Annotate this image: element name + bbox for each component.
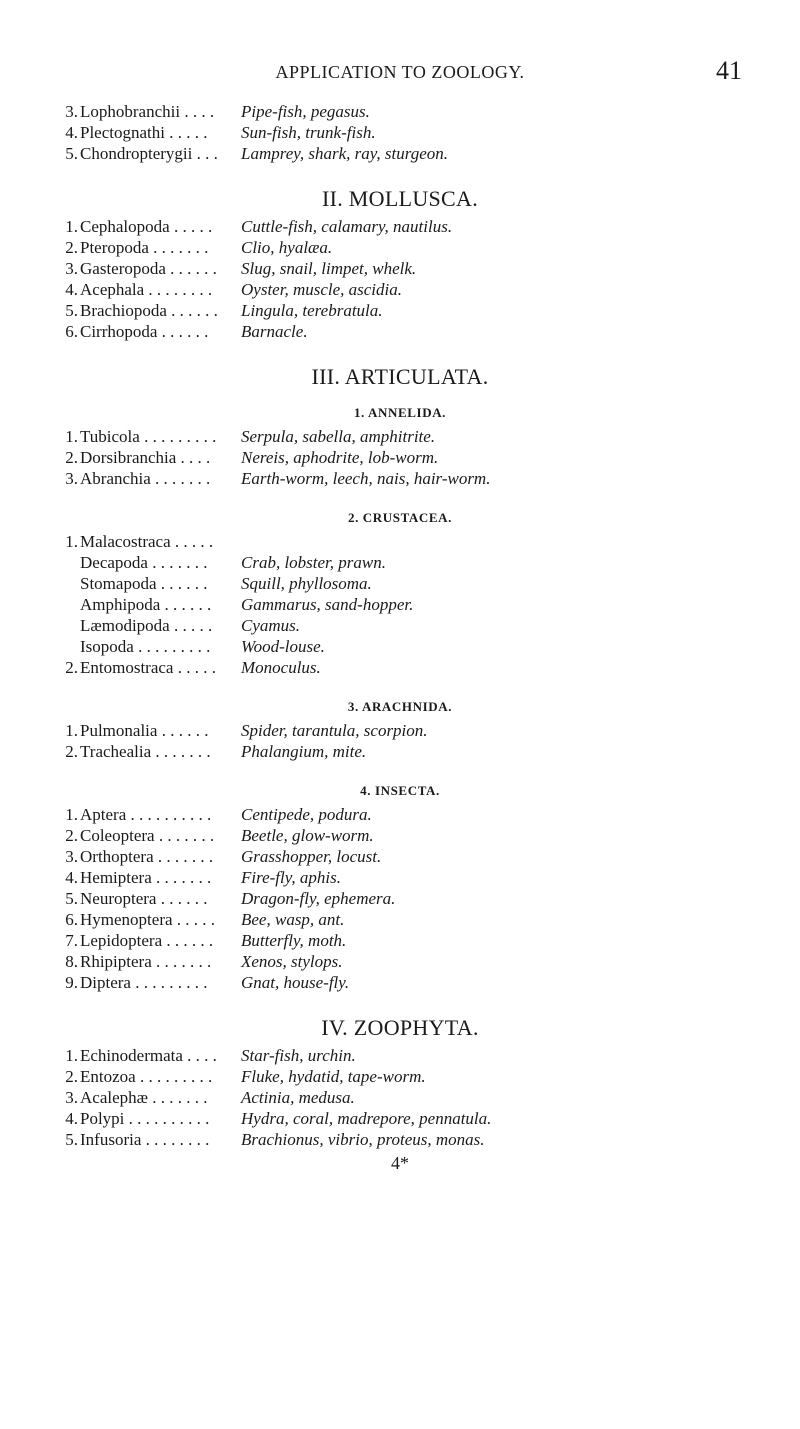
taxon-name: Tubicola . . . . . . . . . bbox=[80, 427, 217, 446]
taxon-examples: Lamprey, shark, ray, sturgeon. bbox=[241, 144, 448, 163]
list-item bbox=[0, 238, 800, 259]
list-item bbox=[0, 301, 800, 322]
list-item bbox=[0, 910, 800, 931]
taxon-name: Aptera . . . . . . . . . . bbox=[80, 805, 212, 824]
list-item bbox=[0, 1046, 800, 1067]
taxon-examples: Actinia, medusa. bbox=[241, 1088, 355, 1107]
list-item bbox=[0, 595, 800, 616]
spacer bbox=[0, 490, 800, 504]
taxon-examples: Pipe-fish, pegasus. bbox=[241, 102, 370, 121]
taxon-examples: Serpula, sabella, amphitrite. bbox=[241, 427, 436, 446]
item-number: 3. bbox=[65, 1088, 78, 1107]
taxon-name: Diptera . . . . . . . . . bbox=[80, 973, 208, 992]
item-number: 1. bbox=[65, 532, 78, 551]
item-number: 2. bbox=[65, 826, 78, 845]
taxon-name: Entozoa . . . . . . . . . bbox=[80, 1067, 213, 1086]
item-number: 9. bbox=[65, 973, 78, 992]
taxon-examples: Earth-worm, leech, nais, hair-worm. bbox=[241, 469, 491, 488]
list-item bbox=[0, 469, 800, 490]
list-item bbox=[0, 973, 800, 994]
group bbox=[0, 343, 800, 994]
taxon-examples: Gammarus, sand-hopper. bbox=[241, 595, 414, 614]
taxon-name: Rhipiptera . . . . . . . bbox=[80, 952, 212, 971]
taxon-examples: Fluke, hydatid, tape-worm. bbox=[241, 1067, 426, 1086]
item-number: 3. bbox=[65, 259, 78, 278]
taxon-name: Brachiopoda . . . . . . bbox=[80, 301, 218, 320]
taxon-examples: Butterfly, moth. bbox=[241, 931, 347, 950]
taxon-name: Amphipoda . . . . . . bbox=[80, 595, 212, 614]
list-item bbox=[0, 217, 800, 238]
item-number: 1. bbox=[65, 427, 78, 446]
group bbox=[0, 102, 800, 165]
taxon-examples: Wood-louse. bbox=[241, 637, 325, 656]
taxon-examples: Phalangium, mite. bbox=[241, 742, 367, 761]
item-number: 2. bbox=[65, 742, 78, 761]
item-number: 1. bbox=[65, 805, 78, 824]
taxon-examples: Crab, lobster, prawn. bbox=[241, 553, 386, 572]
item-number: 2. bbox=[65, 658, 78, 677]
item-number: 5. bbox=[65, 144, 78, 163]
taxon-name: Entomostraca . . . . . bbox=[80, 658, 216, 677]
list-item bbox=[0, 658, 800, 679]
taxon-examples: Bee, wasp, ant. bbox=[241, 910, 345, 929]
list-item bbox=[0, 931, 800, 952]
taxon-examples: Slug, snail, limpet, whelk. bbox=[241, 259, 417, 278]
item-number: 2. bbox=[65, 1067, 78, 1086]
taxon-examples: Hydra, coral, madrepore, pennatula. bbox=[241, 1109, 492, 1128]
taxon-examples: Centipede, podura. bbox=[241, 805, 372, 824]
list-item bbox=[0, 322, 800, 343]
spacer bbox=[0, 679, 800, 693]
list-item bbox=[0, 889, 800, 910]
list-item bbox=[0, 637, 800, 658]
list-item bbox=[0, 805, 800, 826]
taxon-name: Stomapoda . . . . . . bbox=[80, 574, 208, 593]
list-item bbox=[0, 532, 800, 553]
taxon-name: Acalephæ . . . . . . . bbox=[80, 1088, 208, 1107]
taxon-examples: Beetle, glow-worm. bbox=[241, 826, 374, 845]
page-header bbox=[0, 54, 800, 94]
taxon-name: Cirrhopoda . . . . . . bbox=[80, 322, 209, 341]
spacer bbox=[0, 165, 800, 181]
taxon-name: Læmodipoda . . . . . bbox=[80, 616, 213, 635]
taxon-name: Echinodermata . . . . bbox=[80, 1046, 217, 1065]
item-number: 4. bbox=[65, 123, 78, 142]
list-item bbox=[0, 448, 800, 469]
taxon-name: Polypi . . . . . . . . . . bbox=[80, 1109, 210, 1128]
list-item bbox=[0, 259, 800, 280]
list-item bbox=[0, 553, 800, 574]
list-item bbox=[0, 1109, 800, 1130]
spacer bbox=[0, 763, 800, 777]
list-item bbox=[0, 952, 800, 973]
taxon-examples: Nereis, aphodrite, lob-worm. bbox=[241, 448, 439, 467]
item-number: 6. bbox=[65, 910, 78, 929]
list-item bbox=[0, 1088, 800, 1109]
taxon-name: Acephala . . . . . . . . bbox=[80, 280, 213, 299]
taxon-examples: Clio, hyalæa. bbox=[241, 238, 333, 257]
taxon-examples: Spider, tarantula, scorpion. bbox=[241, 721, 428, 740]
item-number: 1. bbox=[65, 1046, 78, 1065]
item-number: 5. bbox=[65, 1130, 78, 1149]
taxon-name: Dorsibranchia . . . . bbox=[80, 448, 211, 467]
taxon-examples: Dragon-fly, ephemera. bbox=[241, 889, 396, 908]
item-number: 4. bbox=[65, 280, 78, 299]
taxon-name: Lophobranchii . . . . bbox=[80, 102, 215, 121]
taxon-name: Chondropterygii . . . bbox=[80, 144, 218, 163]
list-item bbox=[0, 427, 800, 448]
subsection-title: 3. ARACHNIDA. bbox=[347, 699, 453, 714]
subsection-title: 1. ANNELIDA. bbox=[353, 405, 447, 420]
item-number: 3. bbox=[65, 847, 78, 866]
item-number: 5. bbox=[65, 301, 78, 320]
taxon-examples: Sun-fish, trunk-fish. bbox=[241, 123, 376, 142]
taxon-name: Abranchia . . . . . . . bbox=[80, 469, 211, 488]
section-title: IV. ZOOPHYTA. bbox=[321, 1015, 479, 1040]
list-item bbox=[0, 144, 800, 165]
item-number: 4. bbox=[65, 868, 78, 887]
taxon-examples: Cyamus. bbox=[241, 616, 301, 635]
list-item bbox=[0, 123, 800, 144]
taxon-name: Malacostraca . . . . . bbox=[80, 532, 214, 551]
taxon-name: Pteropoda . . . . . . . bbox=[80, 238, 209, 257]
subsection-title: 2. CRUSTACEA. bbox=[348, 510, 452, 525]
item-number: 2. bbox=[65, 238, 78, 257]
taxon-examples: Xenos, stylops. bbox=[241, 952, 343, 971]
taxon-examples: Star-fish, urchin. bbox=[241, 1046, 356, 1065]
taxon-examples: Lingula, terebratula. bbox=[241, 301, 383, 320]
section-title: III. ARTICULATA. bbox=[311, 364, 489, 389]
group bbox=[0, 994, 800, 1151]
taxon-name: Coleoptera . . . . . . . bbox=[80, 826, 215, 845]
signature-mark: 4* bbox=[391, 1153, 409, 1173]
group bbox=[0, 165, 800, 343]
taxon-name: Neuroptera . . . . . . bbox=[80, 889, 208, 908]
taxon-name: Hymenoptera . . . . . bbox=[80, 910, 216, 929]
taxon-examples: Cuttle-fish, calamary, nautilus. bbox=[241, 217, 453, 236]
list-item bbox=[0, 574, 800, 595]
item-number: 4. bbox=[65, 1109, 78, 1128]
list-item bbox=[0, 826, 800, 847]
taxon-examples: Fire-fly, aphis. bbox=[241, 868, 341, 887]
list-item bbox=[0, 616, 800, 637]
list-item bbox=[0, 721, 800, 742]
taxon-name: Gasteropoda . . . . . . bbox=[80, 259, 217, 278]
item-number: 6. bbox=[65, 322, 78, 341]
item-number: 3. bbox=[65, 469, 78, 488]
running-title: APPLICATION TO ZOOLOGY. bbox=[275, 62, 525, 82]
taxon-examples: Monoculus. bbox=[241, 658, 321, 677]
spacer bbox=[0, 343, 800, 359]
taxon-examples: Squill, phyllosoma. bbox=[241, 574, 372, 593]
classification-list bbox=[0, 102, 800, 1175]
taxon-name: Isopoda . . . . . . . . . bbox=[80, 637, 211, 656]
item-number: 5. bbox=[65, 889, 78, 908]
item-number: 7. bbox=[65, 931, 78, 950]
taxon-examples: Oyster, muscle, ascidia. bbox=[241, 280, 403, 299]
taxon-examples: Gnat, house-fly. bbox=[241, 973, 350, 992]
list-item bbox=[0, 742, 800, 763]
page-number: 41 bbox=[716, 56, 742, 85]
taxon-name: Infusoria . . . . . . . . bbox=[80, 1130, 210, 1149]
section-title: II. MOLLUSCA. bbox=[321, 186, 479, 211]
taxon-name: Lepidoptera . . . . . . bbox=[80, 931, 214, 950]
taxon-examples: Grasshopper, locust. bbox=[241, 847, 382, 866]
taxon-name: Trachealia . . . . . . . bbox=[80, 742, 211, 761]
taxon-name: Orthoptera . . . . . . . bbox=[80, 847, 214, 866]
list-item bbox=[0, 102, 800, 123]
list-item bbox=[0, 1067, 800, 1088]
list-item bbox=[0, 847, 800, 868]
item-number: 8. bbox=[65, 952, 78, 971]
subsection-title: 4. INSECTA. bbox=[360, 783, 440, 798]
taxon-name: Decapoda . . . . . . . bbox=[80, 553, 208, 572]
list-item bbox=[0, 868, 800, 889]
item-number: 1. bbox=[65, 217, 78, 236]
item-number: 1. bbox=[65, 721, 78, 740]
list-item bbox=[0, 1130, 800, 1151]
spacer bbox=[0, 994, 800, 1010]
taxon-name: Pulmonalia . . . . . . bbox=[80, 721, 209, 740]
item-number: 3. bbox=[65, 102, 78, 121]
taxon-name: Cephalopoda . . . . . bbox=[80, 217, 213, 236]
taxon-name: Hemiptera . . . . . . . bbox=[80, 868, 212, 887]
taxon-examples: Barnacle. bbox=[241, 322, 308, 341]
item-number: 2. bbox=[65, 448, 78, 467]
taxon-name: Plectognathi . . . . . bbox=[80, 123, 208, 142]
taxon-examples: Brachionus, vibrio, proteus, monas. bbox=[241, 1130, 485, 1149]
list-item bbox=[0, 280, 800, 301]
